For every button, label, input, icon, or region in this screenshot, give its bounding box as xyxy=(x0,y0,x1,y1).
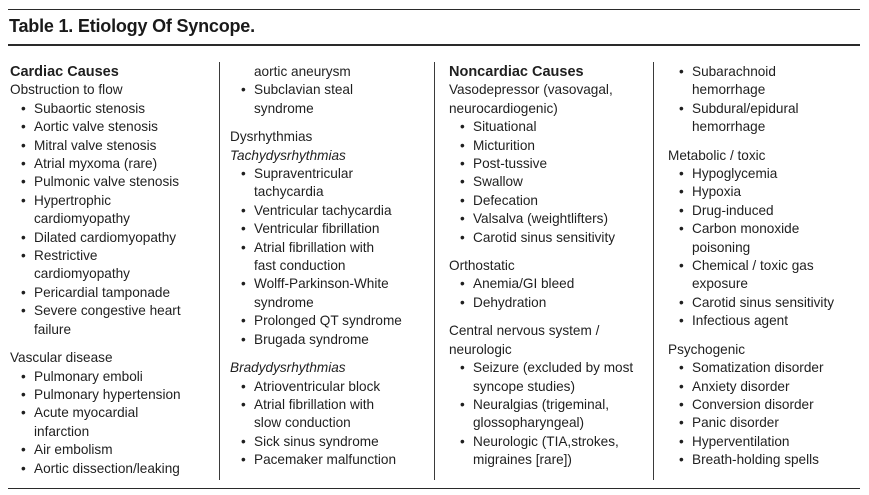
title-rule xyxy=(8,44,860,46)
vascular-disease-label: Vascular disease xyxy=(10,350,113,366)
metabolic-toxic-label: Metabolic / toxic xyxy=(668,147,766,163)
list-item: • Brugada syndrome xyxy=(230,331,425,349)
list-item: • Dehydration xyxy=(449,294,644,312)
list-item-continuation: fast conduction xyxy=(254,258,346,274)
list-item: • Carotid sinus sensitivity xyxy=(449,229,644,247)
list-item: • Neuralgias (trigeminal, xyxy=(449,396,644,414)
column-4 xyxy=(668,63,863,470)
list-item: • Aortic valve stenosis xyxy=(10,118,210,136)
list-item: • Air embolism xyxy=(10,441,210,459)
cns-label-line-1: Central nervous system / xyxy=(449,323,600,339)
list-item: • Post-tussive xyxy=(449,155,644,173)
list-item: • Dilated cardiomyopathy xyxy=(10,229,210,247)
table-title: Table 1. Etiology Of Syncope. xyxy=(9,16,255,36)
list-item-continuation: syndrome xyxy=(254,294,314,310)
list-item: • Subaortic stenosis xyxy=(10,100,210,118)
list-item: • Micturition xyxy=(449,137,644,155)
list-item-continuation: cardiomyopathy xyxy=(34,266,130,282)
top-rule xyxy=(8,9,860,10)
list-item: • Hyperventilation xyxy=(668,433,863,451)
vasodepressor-label-line-2: neurocardiogenic) xyxy=(449,100,558,116)
list-item: • Sick sinus syndrome xyxy=(230,433,425,451)
list-item-continuation: slow conduction xyxy=(254,415,351,431)
list-item: • Pacemaker malfunction xyxy=(230,451,425,469)
list-item-continuation: migraines [rare]) xyxy=(473,452,572,468)
list-item: • Severe congestive heart xyxy=(10,302,210,320)
list-item: • Atrial fibrillation with xyxy=(230,396,425,414)
column-3 xyxy=(449,63,644,470)
column-divider-1 xyxy=(219,62,220,480)
list-item: • Somatization disorder xyxy=(668,359,863,377)
list-item: • Mitral valve stenosis xyxy=(10,137,210,155)
list-item: • Breath-holding spells xyxy=(668,451,863,469)
list-item: • Panic disorder xyxy=(668,414,863,432)
list-item: • Anemia/GI bleed xyxy=(449,275,644,293)
list-item-continuation: syncope studies) xyxy=(473,378,576,394)
list-item: • Restrictive xyxy=(10,247,210,265)
column-divider-2 xyxy=(434,62,435,480)
list-item: • Ventricular tachycardia xyxy=(230,202,425,220)
list-item: • Carotid sinus sensitivity xyxy=(668,294,863,312)
list-item: • Pulmonary hypertension xyxy=(10,386,210,404)
list-item: • Valsalva (weightlifters) xyxy=(449,210,644,228)
list-item: • Chemical / toxic gas xyxy=(668,257,863,275)
list-item-continuation: syndrome xyxy=(254,100,314,116)
bottom-rule xyxy=(8,488,860,489)
list-item: • Conversion disorder xyxy=(668,396,863,414)
column-divider-3 xyxy=(653,62,654,480)
list-item: • Hypoxia xyxy=(668,183,863,201)
list-item: • Situational xyxy=(449,118,644,136)
list-item-continuation: failure xyxy=(34,321,72,337)
orthostatic-label: Orthostatic xyxy=(449,258,515,274)
column-2 xyxy=(230,63,425,470)
dysrhythmias-label: Dysrhythmias xyxy=(230,129,313,145)
list-item: • Infectious agent xyxy=(668,312,863,330)
list-item-continuation: glossopharyngeal) xyxy=(473,415,585,431)
list-item: • Prolonged QT syndrome xyxy=(230,312,425,330)
cns-label-line-2: neurologic xyxy=(449,341,512,357)
list-item: • Hypoglycemia xyxy=(668,165,863,183)
list-item: • Pericardial tamponade xyxy=(10,284,210,302)
list-item: • Carbon monoxide xyxy=(668,220,863,238)
list-item: • Swallow xyxy=(449,173,644,191)
list-item: • Anxiety disorder xyxy=(668,378,863,396)
list-item: • Subdural/epidural xyxy=(668,100,863,118)
list-item: • Supraventricular xyxy=(230,165,425,183)
list-item-continuation: exposure xyxy=(692,276,748,292)
psychogenic-label: Psychogenic xyxy=(668,341,746,357)
list-item-continuation: cardiomyopathy xyxy=(34,211,130,227)
list-item-continuation: hemorrhage xyxy=(692,119,766,135)
list-item: • Seizure (excluded by most xyxy=(449,359,644,377)
list-item: • Acute myocardial xyxy=(10,404,210,422)
tachydysrhythmias-label: Tachydysrhythmias xyxy=(230,147,346,163)
list-item: • Pulmonary emboli xyxy=(10,368,210,386)
list-item-continuation: poisoning xyxy=(692,239,751,255)
list-item: • Ventricular fibrillation xyxy=(230,220,425,238)
list-item: • Pulmonic valve stenosis xyxy=(10,173,210,191)
list-item-continuation: infarction xyxy=(34,423,90,439)
list-item: • Hypertrophic xyxy=(10,192,210,210)
vasodepressor-label-line-1: Vasodepressor (vasovagal, xyxy=(449,82,613,98)
cardiac-causes-heading: Cardiac Causes xyxy=(10,64,119,80)
list-item: • Subclavian steal xyxy=(230,81,425,99)
obstruction-label: Obstruction to flow xyxy=(10,82,123,98)
bradydysrhythmias-label: Bradydysrhythmias xyxy=(230,360,346,376)
list-item: • Wolff-Parkinson-White xyxy=(230,275,425,293)
list-item-continuation: tachycardia xyxy=(254,184,324,200)
list-item: • Subarachnoid xyxy=(668,63,863,81)
list-item: • Atrioventricular block xyxy=(230,378,425,396)
list-item: • Aortic dissection/leaking xyxy=(10,460,210,478)
list-item: • Atrial myxoma (rare) xyxy=(10,155,210,173)
list-item-continuation: aortic aneurysm xyxy=(254,64,351,79)
list-item: • Drug-induced xyxy=(668,202,863,220)
column-1 xyxy=(10,63,210,478)
noncardiac-causes-heading: Noncardiac Causes xyxy=(449,64,584,80)
list-item: • Atrial fibrillation with xyxy=(230,239,425,257)
list-item: • Defecation xyxy=(449,192,644,210)
list-item: • Neurologic (TIA,strokes, xyxy=(449,433,644,451)
list-item-continuation: hemorrhage xyxy=(692,82,766,98)
